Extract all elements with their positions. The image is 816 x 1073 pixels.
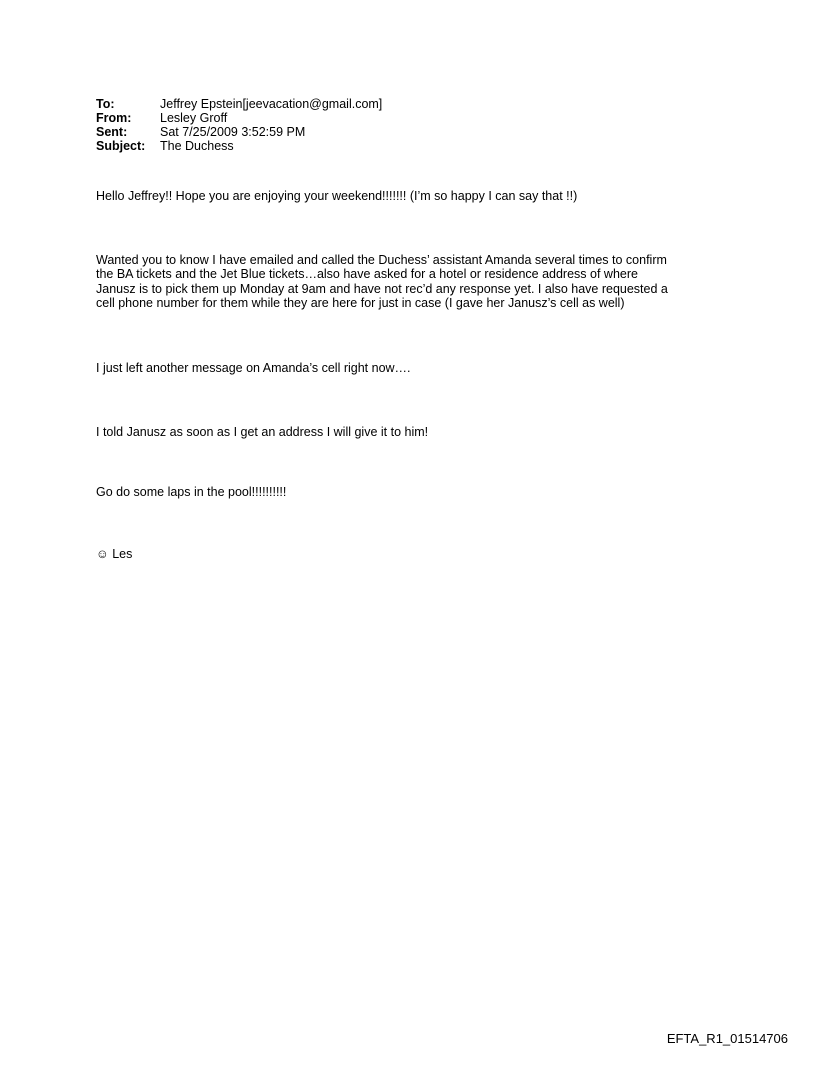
status-line-4: cell phone number for them while they are here for just in case (I gave her Janusz’s cell as well) bbox=[96, 295, 625, 310]
greeting-paragraph bbox=[96, 189, 736, 203]
message-paragraph bbox=[96, 361, 736, 375]
address-line: I told Janusz as soon as I get an address I will give it to him! bbox=[96, 425, 429, 439]
to-row bbox=[96, 97, 382, 111]
sent-value: Sat 7/25/2009 3:52:59 PM bbox=[160, 125, 306, 139]
sent-label: Sent: bbox=[96, 125, 128, 139]
subject-label: Subject: bbox=[96, 139, 146, 153]
signoff-line: ☺ Les bbox=[96, 547, 133, 561]
subject-row bbox=[96, 139, 382, 153]
document-id: EFTA_R1_01514706 bbox=[666, 1031, 788, 1046]
message-line: I just left another message on Amanda’s cell right now…. bbox=[96, 361, 411, 375]
status-line-3: Janusz is to pick them up Monday at 9am and have not rec’d any response yet. I also have requested a bbox=[96, 281, 668, 296]
to-label: To: bbox=[96, 97, 115, 111]
greeting-line: Hello Jeffrey!! Hope you are enjoying your weekend!!!!!!! (I’m so happy I can say that !!) bbox=[96, 189, 578, 203]
from-value: Lesley Groff bbox=[160, 111, 228, 125]
address-paragraph bbox=[96, 425, 736, 439]
to-value: Jeffrey Epstein[jeevacation@gmail.com] bbox=[160, 97, 383, 111]
status-line-2: the BA tickets and the Jet Blue tickets…also have asked for a hotel or residence address of where bbox=[96, 267, 638, 282]
from-label: From: bbox=[96, 111, 132, 125]
laps-line: Go do some laps in the pool!!!!!!!!!! bbox=[96, 485, 287, 499]
laps-paragraph bbox=[96, 485, 736, 499]
signoff-paragraph bbox=[96, 547, 736, 561]
email-header bbox=[96, 97, 382, 153]
status-paragraph bbox=[96, 253, 736, 310]
subject-value: The Duchess bbox=[160, 139, 234, 153]
status-line-1: Wanted you to know I have emailed and called the Duchess’ assistant Amanda several times to confirm bbox=[96, 253, 667, 267]
sent-row bbox=[96, 125, 382, 139]
from-row bbox=[96, 111, 382, 125]
